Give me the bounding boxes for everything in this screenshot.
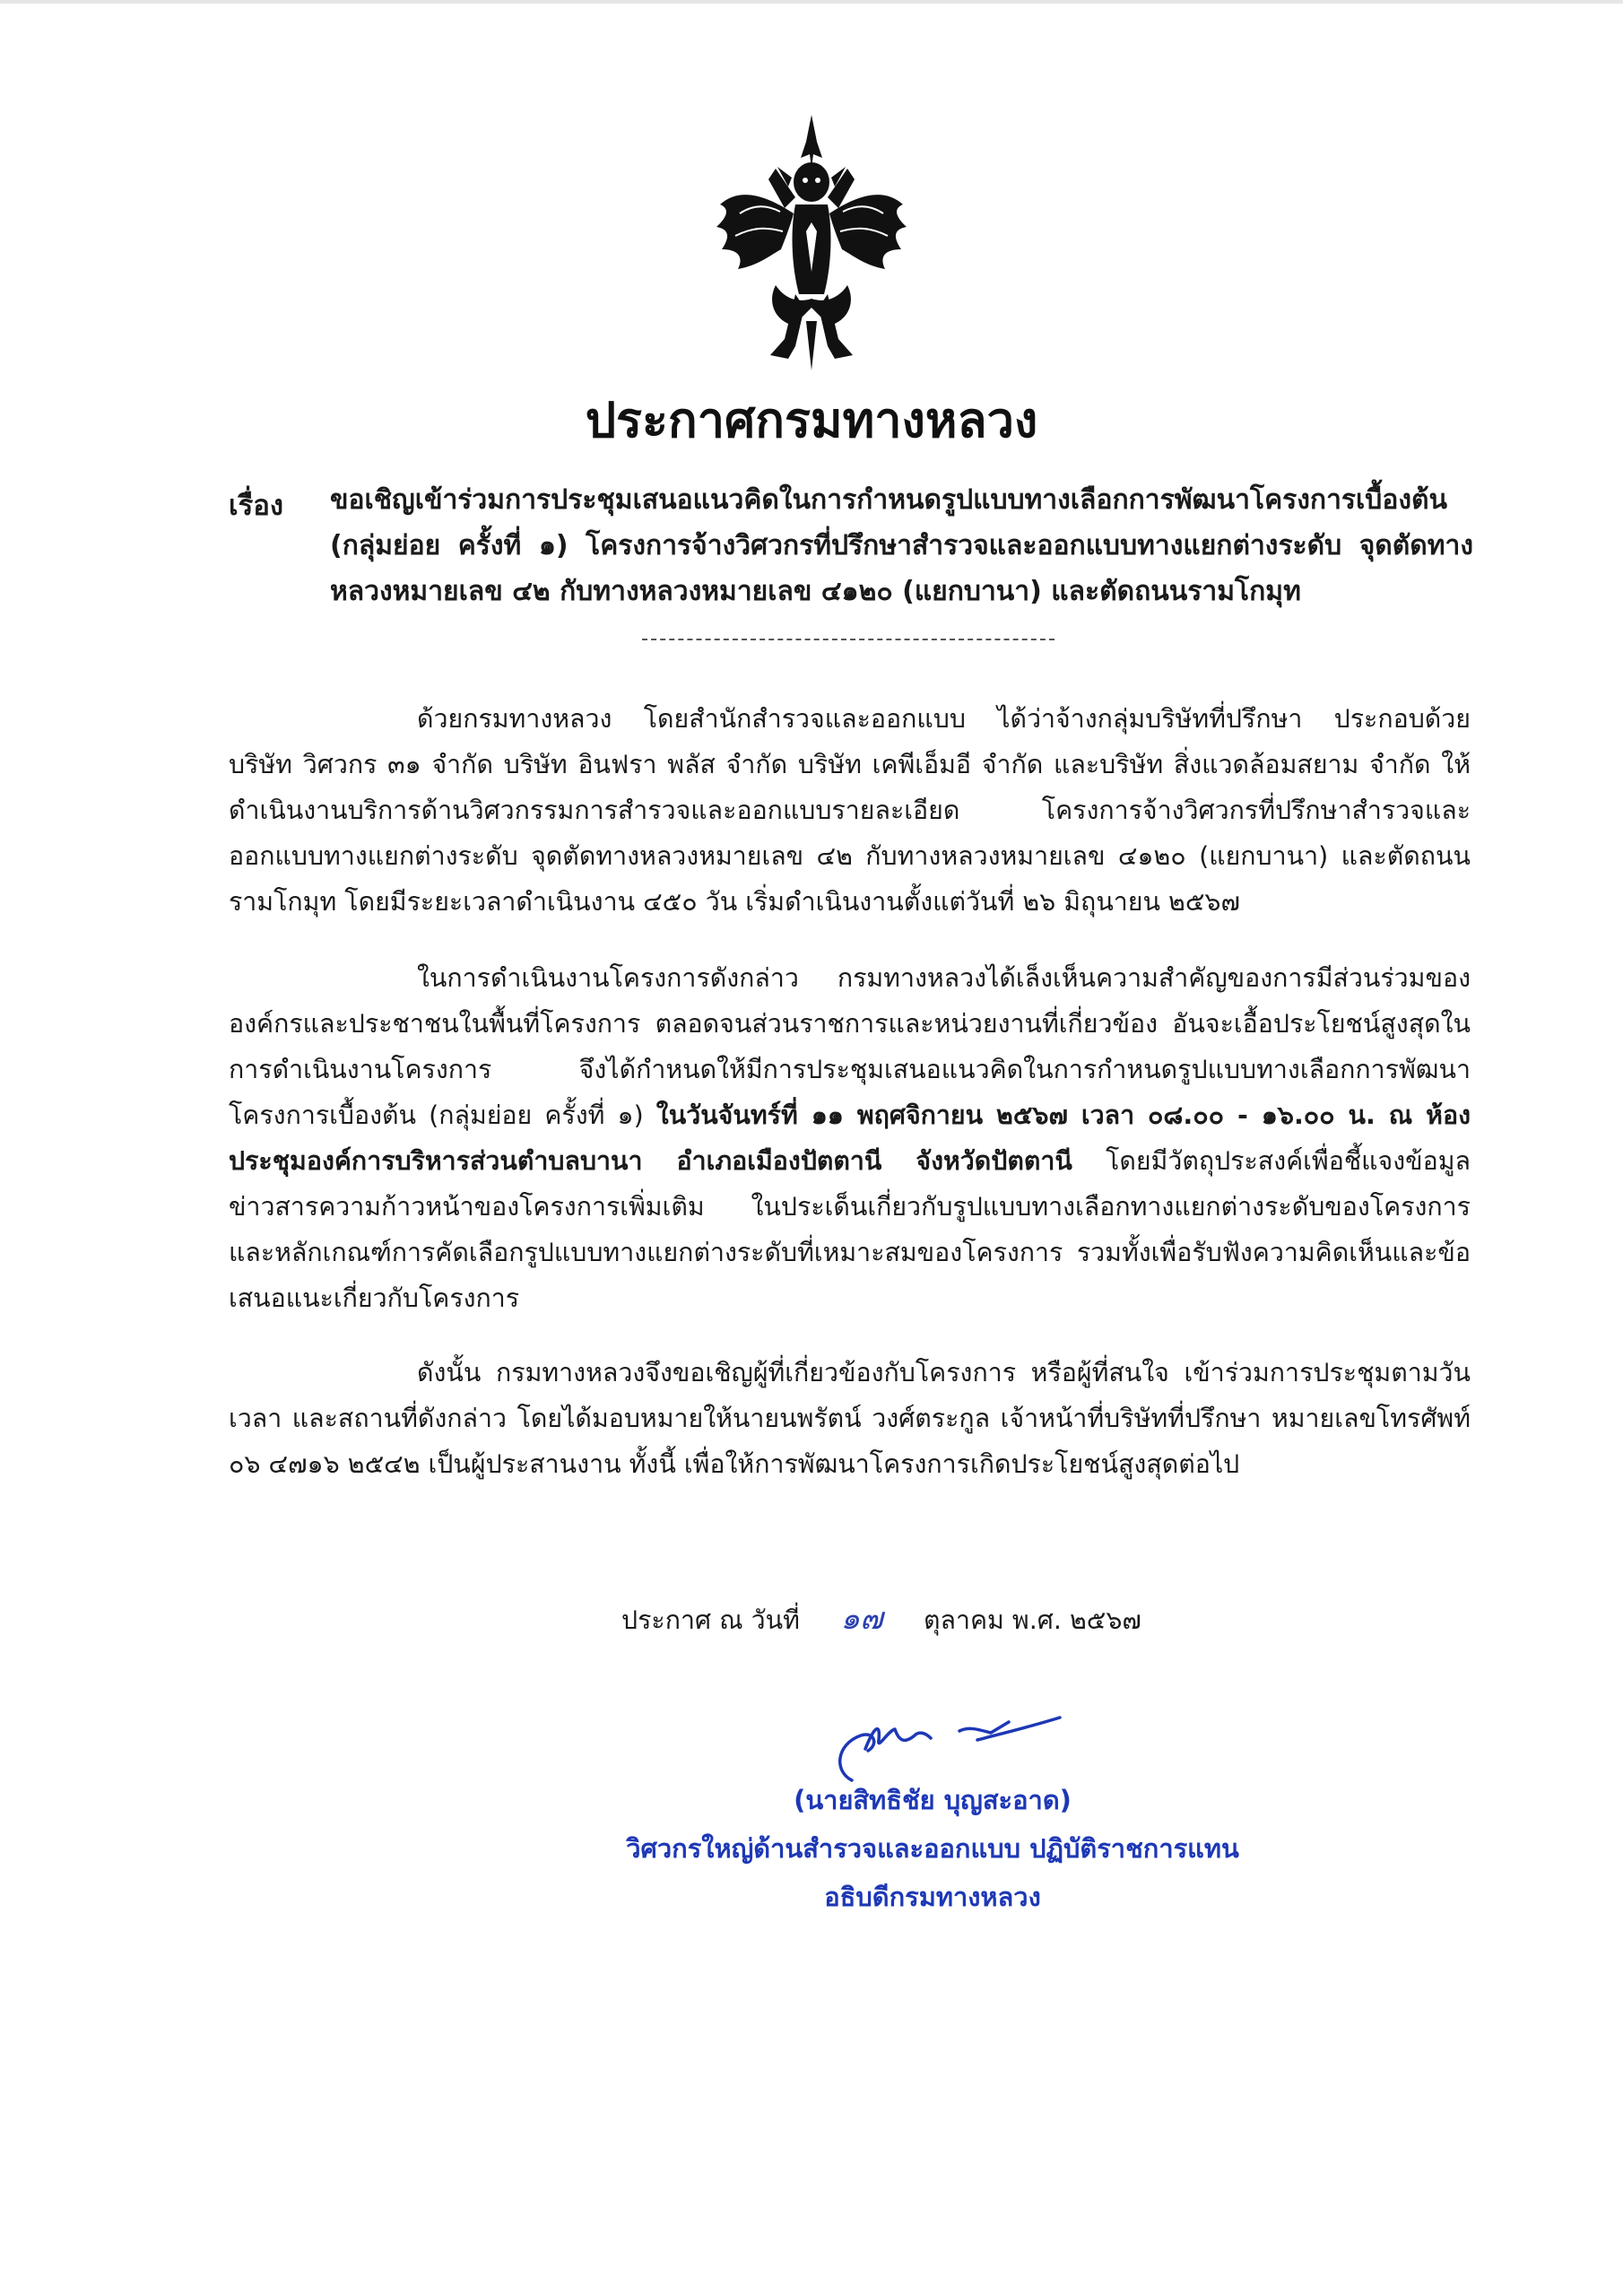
garuda-emblem-icon xyxy=(713,115,910,375)
subject-text: ขอเชิญเข้าร่วมการประชุมเสนอแนวคิดในการกำหนดรูปแบบทางเลือกการพัฒนาโครงการเบื้องต้น (กลุ่มย่อย ครั้งที่ ๑) โครงการจ้างวิศวกรที่ปรึกษาสำรวจและออกแบบทางแยกต่างระดับ จุดตัดทางหลวงหมายเลข ๔๒ กับทางหลวงหมายเลข ๔๑๒๐ (แยกบานา) และตัดถนนรามโกมุท xyxy=(330,484,1473,607)
announcement-date xyxy=(621,1596,1141,1643)
scan-edge xyxy=(0,0,1623,4)
separator-line xyxy=(642,639,1055,640)
announce-suffix: ตุลาคม พ.ศ. ๒๕๖๗ xyxy=(924,1605,1141,1635)
announce-day: ๑๗ xyxy=(840,1601,883,1637)
signer-org: อธิบดีกรมทางหลวง xyxy=(824,1882,1041,1912)
paragraph-3: ดังนั้น กรมทางหลวงจึงขอเชิญผู้ที่เกี่ยวข้องกับโครงการ หรือผู้ที่สนใจ เข้าร่วมการประชุมตามวัน เวลา และสถานที่ดังกล่าว โดยได้มอบหมายให้นายนพรัตน์ วงศ์ตระกูล เจ้าหน้าที่บริษัทที่ปรึกษา หมายเลขโทรศัพท์ ๐๖ ๔๗๑๖ ๒๕๔๒ เป็นผู้ประสานงาน ทั้งนี้ เพื่อให้การพัฒนาโครงการเกิดประโยชน์สูงสุดต่อไป xyxy=(229,1358,1471,1479)
signer-position: วิศวกรใหญ่ด้านสำรวจและออกแบบ ปฏิบัติราชการแทน xyxy=(626,1833,1239,1864)
paragraph-2-text-b: โดยมีวัตถุประสงค์เพื่อชี้แจงข้อมูลข่าวสารความก้าวหน้าของโครงการเพิ่มเติม ในประเด็นเกี่ยวกับรูปแบบทางเลือกทางแยกต่างระดับของโครงการ และหลักเกณฑ์การคัดเลือกรูปแบบทางแยกต่างระดับที่เหมาะสมของโครงการ รวมทั้งเพื่อรับฟังความคิดเห็นและข้อเสนอแนะเกี่ยวกับโครงการ xyxy=(229,1146,1471,1313)
paragraph-2 xyxy=(229,955,1471,1321)
document-title: ประกาศกรมทางหลวง xyxy=(585,392,1038,448)
meeting-details: ในวันจันทร์ที่ ๑๑ พฤศจิกายน ๒๕๖๗ เวลา ๐๘.๐๐ - ๑๖.๐๐ น. ณ ห้องประชุมองค์การบริหารส่วนตำบลบานา อำเภอเมืองปัตตานี จังหวัดปัตตานี xyxy=(229,1100,1471,1176)
signer-name: (นายสิทธิชัย บุญสะอาด) xyxy=(794,1785,1072,1815)
paragraph-2-text-a: ในการดำเนินงานโครงการดังกล่าว กรมทางหลวงได้เล็งเห็นความสำคัญของการมีส่วนร่วมขององค์กรและประชาชนในพื้นที่โครงการ ตลอดจนส่วนราชการและหน่วยงานที่เกี่ยวข้อง อันจะเอื้อประโยชน์สูงสุดในการดำเนินงานโครงการ จึงได้กำหนดให้มีการประชุมเสนอแนวคิดในการกำหนดรูปแบบทางเลือกการพัฒนาโครงการเบื้องต้น (กลุ่มย่อย ครั้งที่ ๑) xyxy=(229,963,1471,1130)
announce-prefix: ประกาศ ณ วันที่ xyxy=(621,1605,800,1635)
subject-label: เรื่อง xyxy=(229,490,284,522)
signatory-block xyxy=(538,1776,1327,1921)
paragraph-1: ด้วยกรมทางหลวง โดยสำนักสำรวจและออกแบบ ได้ว่าจ้างกลุ่มบริษัทที่ปรึกษา ประกอบด้วย บริษัท วิศวกร ๓๑ จำกัด บริษัท อินฟรา พลัส จำกัด บริษัท เคพีเอ็มอี จำกัด และบริษัท สิ่งแวดล้อมสยาม จำกัด ให้ดำเนินงานบริการด้านวิศวกรรมการสำรวจและออกแบบรายละเอียด โครงการจ้างวิศวกรที่ปรึกษาสำรวจและออกแบบทางแยกต่างระดับ จุดตัดทางหลวงหมายเลข ๔๒ กับทางหลวงหมายเลข ๔๑๒๐ (แยกบานา) และตัดถนนรามโกมุท โดยมีระยะเวลาดำเนินงาน ๔๕๐ วัน เริ่มดำเนินงานตั้งแต่วันที่ ๒๖ มิถุนายน ๒๕๖๗ xyxy=(229,704,1471,917)
